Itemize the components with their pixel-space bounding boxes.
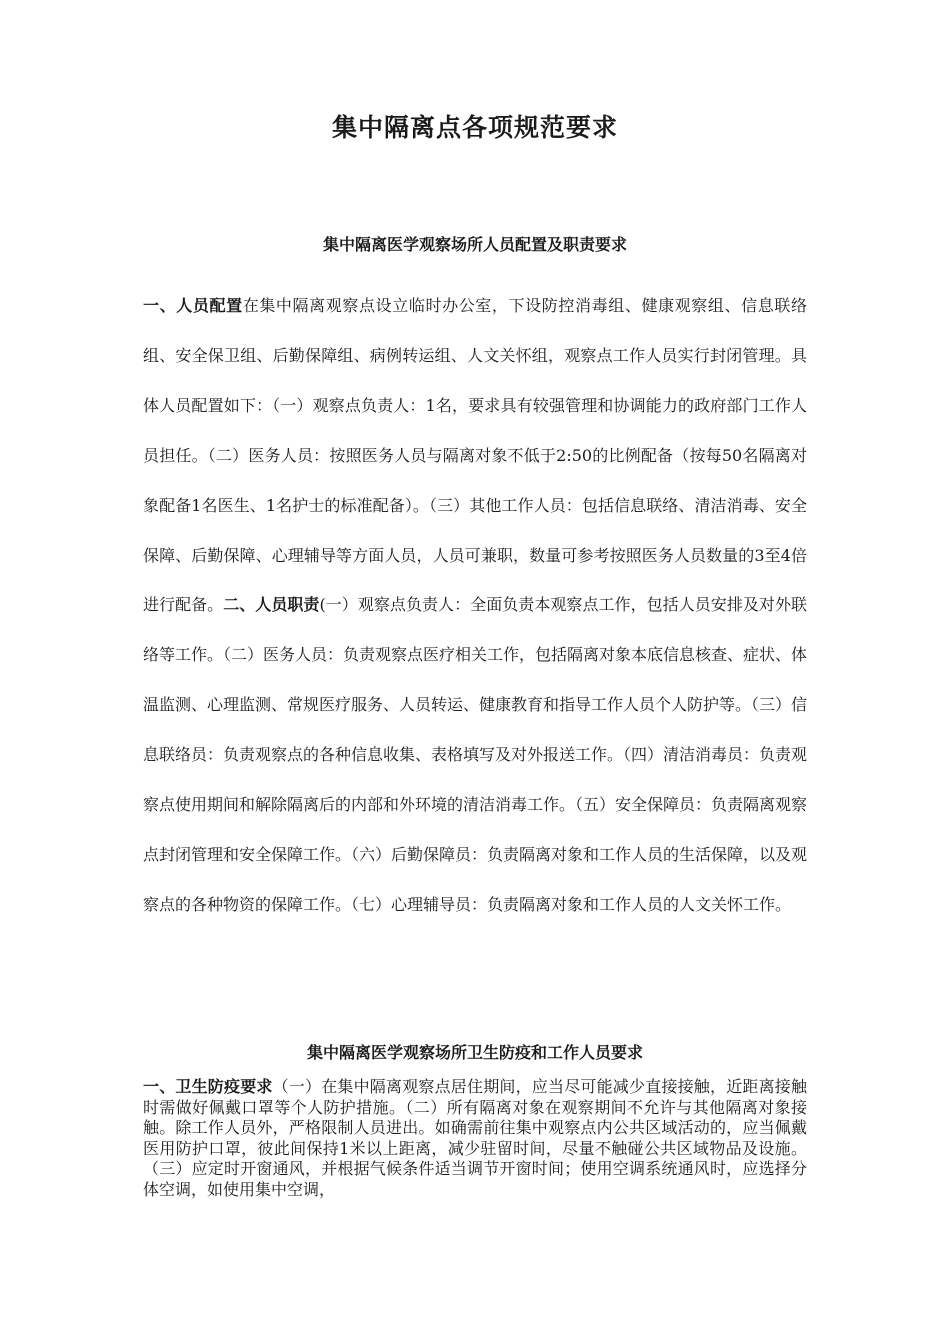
duties-text: (一）观察点负责人：全面负责本观察点工作，包括人员安排及对外联络等工作。（二）医务人员：负责观察点医疗相关工作，包括隔离对象本底信息核查、症状、体温监测、心理监测、常规医疗服务、人员转运、健康教育和指导工作人员个人防护等。（三）信息联络员：负责观察点的各种信息收集、表格填写及对外报送工作。（四）清洁消毒员：负责观察点使用期间和解除隔离后的内部和外环境的清洁消毒工作。（五）安全保障员：负责隔离观察点封闭管理和安全保障工作。（六）后勤保障员：负责隔离对象和工作人员的生活保障，以及观察点的各种物资的保障工作。（七）心理辅导员：负责隔离对象和工作人员的人文关怀工作。 — [143, 595, 808, 914]
hygiene-text: （一）在集中隔离观察点居住期间，应当尽可能减少直接接触，近距离接触时需做好佩戴口罩等个人防护措施。（二）所有隔离对象在观察期间不允许与其他隔离对象接触。除工作人员外，严格限制人员进出。如确需前往集中观察点内公共区域活动的，应当佩戴医用防护口罩，彼此间保持1米以上距离，减少驻留时间，尽量不触碰公共区域物品及设施。（三）应定时开窗通风，并根据气候条件适当调节开窗时间；使用空调系统通风时，应选择分体空调，如使用集中空调， — [143, 1077, 807, 1199]
staffing-paragraph — [143, 281, 807, 930]
hygiene-label: 一、卫生防疫要求 — [143, 1077, 273, 1096]
hygiene-paragraph — [143, 1077, 807, 1201]
section-heading-staffing: 集中隔离医学观察场所人员配置及职责要求 — [322, 235, 627, 254]
staffing-text: 在集中隔离观察点设立临时办公室，下设防控消毒组、健康观察组、信息联络组、安全保卫组、后勤保障组、病例转运组、人文关怀组，观察点工作人员实行封闭管理。具体人员配置如下：（一）观察点负责人：1名，要求具有较强管理和协调能力的政府部门工作人员担任。（二）医务人员：按照医务人员与隔离对象不低于2:50的比例配备（按每50名隔离对象配备1名医生、1名护士的标准配备）。（三）其他工作人员：包括信息联络、清洁消毒、安全保障、后勤保障、心理辅导等方面人员，人员可兼职，数量可参考按照医务人员数量的3至4倍进行配备。 — [143, 296, 807, 615]
document-title: 集中隔离点各项规范要求 — [331, 113, 618, 142]
section-heading-hygiene: 集中隔离医学观察场所卫生防疫和工作人员要求 — [306, 1043, 643, 1062]
duties-label: 二、人员职责 — [223, 595, 320, 615]
staffing-label: 一、人员配置 — [143, 296, 243, 315]
